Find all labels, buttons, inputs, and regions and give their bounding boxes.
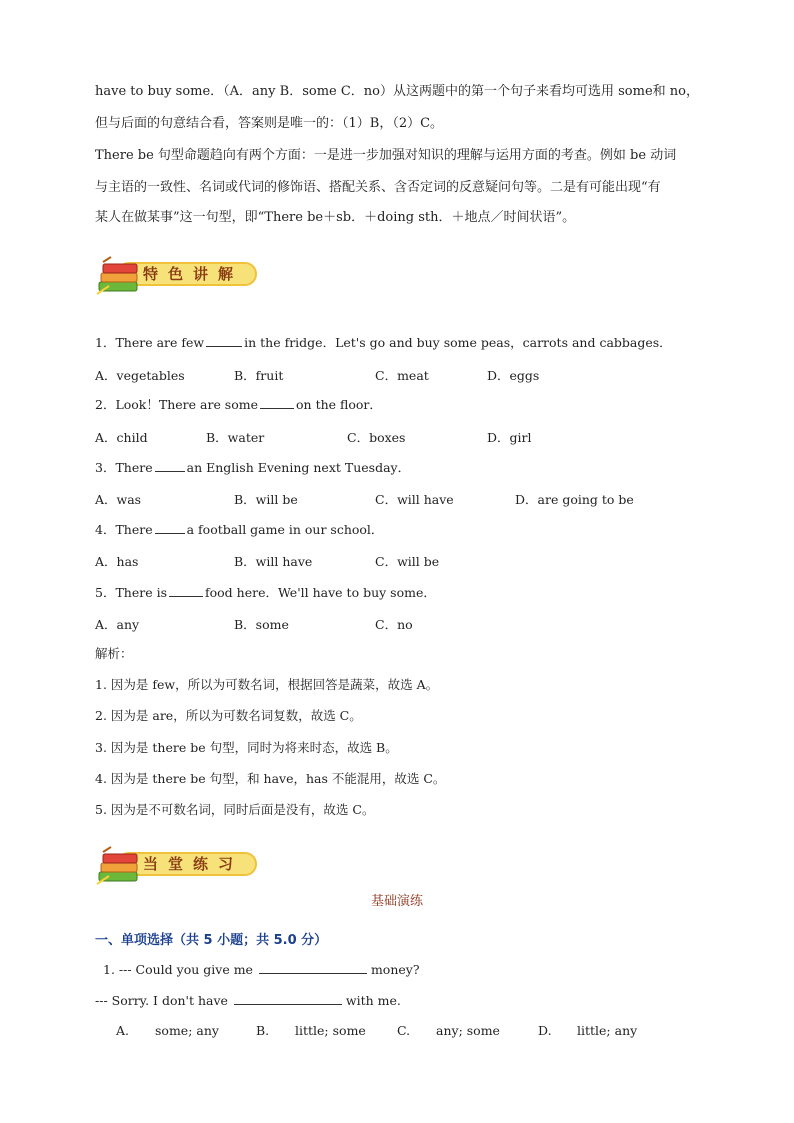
option-letter: D. — [538, 1023, 552, 1038]
practice-title: 基础演练 — [370, 894, 423, 909]
analysis-item: 1. 因为是 few，所以为可数名词，根据回答是蔬菜，故选 A。 — [95, 677, 439, 692]
option-text: some; any — [155, 1023, 219, 1038]
option: C．boxes — [347, 430, 406, 445]
intro-line: 与主语的一致性、名词或代词的修饰语、搭配关系、含否定词的反意疑问句等。二是有可能出现“有 — [95, 180, 661, 195]
question-stem: with me. — [345, 993, 401, 1008]
question-stem: money? — [370, 962, 420, 977]
question-stem: food here．We'll have to buy some． — [205, 585, 436, 600]
option: D．eggs — [487, 368, 540, 383]
option-text: little; any — [577, 1023, 638, 1038]
analysis-item: 2. 因为是 are，所以为可数名词复数，故选 C。 — [95, 708, 362, 723]
books-icon — [95, 256, 145, 296]
option: B．will be — [234, 492, 298, 507]
option-text: any; some — [436, 1023, 500, 1038]
question-5 — [95, 584, 436, 601]
option-text: little; some — [295, 1023, 366, 1038]
question-stem: 5．There is — [95, 585, 167, 600]
section-banner-practice — [95, 846, 260, 886]
practice-question-1 — [103, 961, 420, 978]
answer-blank — [206, 334, 242, 347]
intro-line: have to buy some．（A．any B．some C．no）从这两题中的第一个句子来看均可选用 some和 no， — [95, 84, 699, 99]
books-icon — [95, 846, 145, 886]
analysis-item: 3. 因为是 there be 句型，同时为将来时态，故选 B。 — [95, 740, 398, 755]
intro-line: 某人在做某事”这一句型，即“There be＋sb．＋doing sth．＋地点／时间状语”。 — [95, 210, 576, 225]
section-heading: 一、单项选择（共 5 小题；共 5.0 分） — [95, 933, 328, 948]
option: C．no — [375, 617, 413, 632]
option: C．will be — [375, 554, 440, 569]
option: B．water — [206, 430, 265, 445]
question-stem: in the fridge．Let's go and buy some peas，carrots and cabbages． — [244, 335, 672, 350]
question-stem: on the floor． — [296, 397, 382, 412]
option: B．some — [234, 617, 289, 632]
question-stem: 2．Look！There are some — [95, 397, 259, 412]
question-1 — [95, 334, 672, 351]
option: D．girl — [487, 430, 532, 445]
option: D．are going to be — [515, 492, 634, 507]
question-4 — [95, 521, 383, 538]
option: C．will have — [375, 492, 454, 507]
question-2 — [95, 396, 382, 413]
option: A．child — [95, 430, 148, 445]
intro-line: There be 句型命题趋向有两个方面：一是进一步加强对知识的理解与运用方面的考查。例如 be 动词 — [95, 148, 677, 163]
option-letter: A. — [116, 1023, 130, 1038]
answer-blank — [259, 961, 367, 974]
question-stem: an English Evening next Tuesday． — [186, 460, 411, 475]
answer-blank — [260, 396, 294, 409]
answer-blank — [234, 992, 342, 1005]
question-3 — [95, 459, 410, 476]
answer-blank — [169, 584, 203, 597]
answer-blank — [155, 459, 185, 472]
intro-line: 但与后面的句意结合看，答案则是唯一的：（1）B，（2）C。 — [95, 116, 444, 131]
answer-blank — [155, 521, 185, 534]
option: B．fruit — [234, 368, 284, 383]
banner-title: 特色讲解 — [143, 265, 244, 283]
option: C．meat — [375, 368, 429, 383]
option: A．was — [95, 492, 142, 507]
banner-title: 当堂练习 — [143, 855, 244, 873]
analysis-item: 5. 因为是不可数名词，同时后面是没有，故选 C。 — [95, 802, 375, 817]
question-stem: 1．There are few — [95, 335, 205, 350]
analysis-label: 解析： — [95, 646, 133, 661]
section-banner-features — [95, 256, 260, 296]
option: A．has — [95, 554, 139, 569]
option: A．any — [95, 617, 140, 632]
practice-question-1-reply — [95, 992, 401, 1009]
question-stem: --- Sorry. I don't have — [95, 993, 228, 1008]
analysis-item: 4. 因为是 there be 句型，和 have，has 不能混用，故选 C。 — [95, 771, 446, 786]
question-stem: a football game in our school． — [186, 522, 384, 537]
question-stem: 4．There — [95, 522, 153, 537]
option: B．will have — [234, 554, 313, 569]
question-stem: 1. --- Could you give me — [103, 962, 253, 977]
option-letter: C. — [397, 1023, 411, 1038]
question-stem: 3．There — [95, 460, 153, 475]
option-letter: B. — [256, 1023, 270, 1038]
option: A．vegetables — [95, 368, 185, 383]
